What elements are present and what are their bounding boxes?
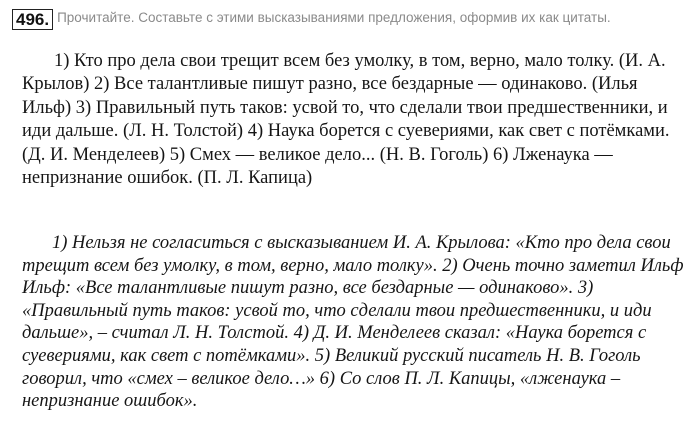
exercise-number: 496. (12, 9, 53, 30)
answer-paragraph: 1) Нельзя не согласиться с высказыванием И. А. Крылова: «Кто про дела свои трещит всем без умолку, в том, верно, мало толку». 2) Очень точно заметил Ильф Ильф: «Все талантливые пишут разно, все бездарные — одинаково». 3) «Правильный путь таков: усвой то, что сделали твои предшественники, и иди дальше», – считал Л. Н. Толстой. 4) Д. И. Менделеев сказал: «Наука борется с суевериями, как свет с потёмками». 5) Великий русский писатель Н. В. Гоголь говорил, что «смех – великое дело…» 6) Со слов П. Л. Капицы, «лженаука – непризнание ошибок». (22, 233, 684, 412)
task-instruction: Прочитайте. Составьте с этими высказываниями предложения, оформив их как цитаты. (57, 10, 611, 25)
quotes-paragraph: 1) Кто про дела свои трещит всем без умолку, в том, верно, мало толку. (И. А. Крылов) 2) Все талантливые пишут разно, все бездарные — одинаково. (Илья Ильф) 3) Правильный путь таков: усвой то, что сделали твои предшественники, и иди дальше. (Л. Н. Толстой) 4) Наука борется с суевериями, как свет с потёмками. (Д. И. Менделеев) 5) Смех — великое дело... (Н. В. Гоголь) 6) Лженаука — непризнание ошибок. (П. Л. Капица) (22, 51, 670, 189)
exercise-header (12, 9, 692, 30)
